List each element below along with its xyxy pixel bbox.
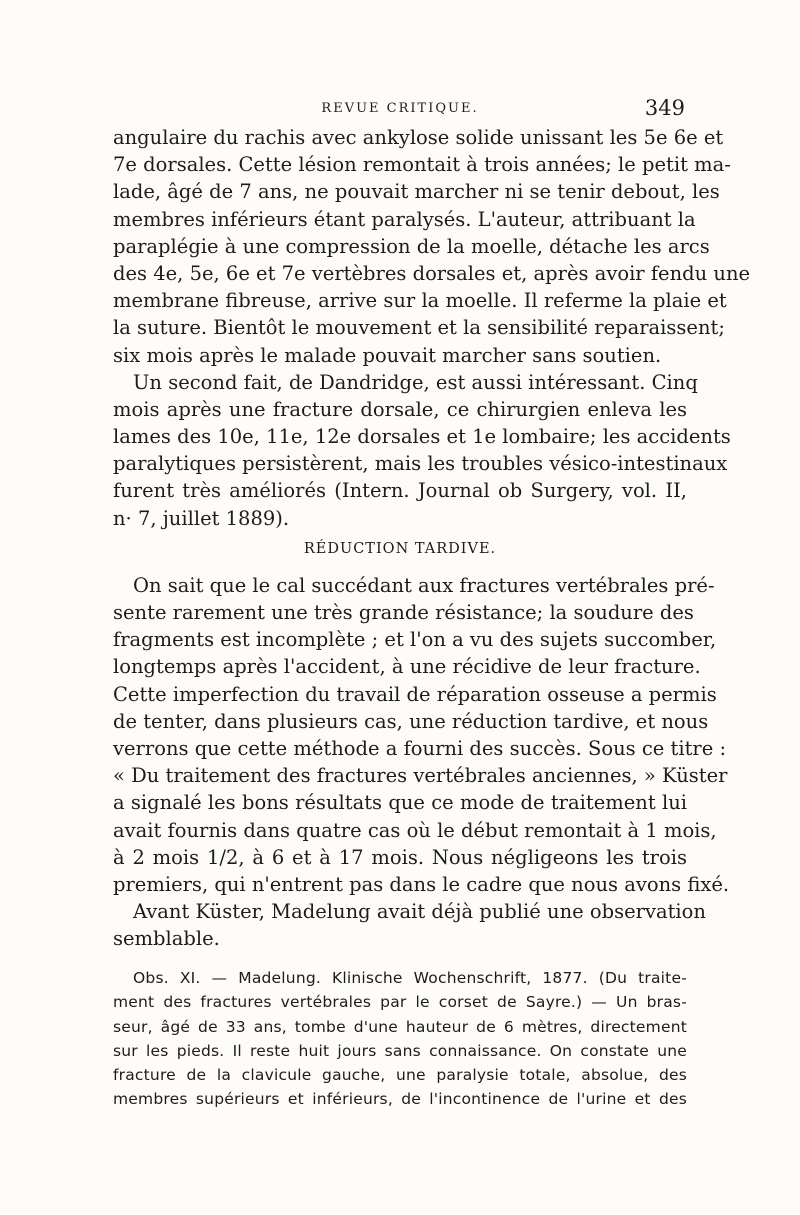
page-number: 349 (644, 96, 685, 120)
text-line: la suture. Bientôt le mouvement et la sensibilité reparaissent; (113, 316, 725, 340)
note-line: Obs. XI. — Madelung. Klinische Wochenschrift, 1877. (Du traite- (133, 969, 687, 987)
text-line: a signalé les bons résultats que ce mode de traitement lui (113, 791, 687, 815)
note-line: seur, âgé de 33 ans, tombe d'une hauteur de 6 mètres, directement (113, 1017, 687, 1036)
text-line: 7e dorsales. Cette lésion remontait à trois années; le petit ma- (113, 153, 731, 177)
note-line: membres supérieurs et inférieurs, de l'incontinence de l'urine et des (113, 1090, 687, 1109)
text-line: paraplégie à une compression de la moelle, détache les arcs (113, 234, 710, 258)
note-line: sur les pieds. Il reste huit jours sans connaissance. On constate une (113, 1041, 687, 1060)
text-line: des 4e, 5e, 6e et 7e vertèbres dorsales et, après avoir fendu une (113, 261, 751, 285)
text-line: « Du traitement des fractures vertébrales anciennes, » Küster (113, 764, 728, 788)
text-line: semblable. (113, 927, 220, 951)
text-line: membrane fibreuse, arrive sur la moelle. Il referme la plaie et (113, 289, 727, 313)
text-line: longtemps après l'accident, à une récidive de leur fracture. (113, 655, 701, 679)
text-line: Avant Küster, Madelung avait déjà publié une observation (133, 900, 706, 924)
note-line: fracture de la clavicule gauche, une paralysie totale, absolue, des (113, 1066, 687, 1085)
paragraph-3 (113, 572, 730, 898)
text-line: mois après une fracture dorsale, ce chirurgien enleva les (113, 397, 687, 421)
text-line: verrons que cette méthode a fourni des succès. Sous ce titre : (113, 736, 727, 760)
text-line: lames des 10e, 11e, 12e dorsales et 1e lombaire; les accidents (113, 425, 731, 449)
main-text (113, 124, 751, 952)
observation-note (113, 966, 687, 1112)
text-line: premiers, qui n'entrent pas dans le cadre que nous avons fixé. (113, 872, 730, 896)
text-line: fragments est incomplète ; et l'on a vu des sujets succomber, (113, 628, 717, 652)
text-line: Un second fait, de Dandridge, est aussi intéressant. Cinq (133, 370, 698, 394)
text-line: sente rarement une très grande résistance; la soudure des (113, 601, 694, 624)
text-line: avait fournis dans quatre cas où le début remontait à 1 mois, (113, 818, 717, 842)
page-header (115, 96, 685, 124)
text-line: de tenter, dans plusieurs cas, une réduction tardive, et nous (113, 709, 709, 733)
text-line: membres inférieurs étant paralysés. L'auteur, attribuant la (113, 207, 696, 231)
text-line: On sait que le cal succédant aux fractures vertébrales pré- (133, 573, 715, 597)
text-line: Cette imperfection du travail de réparation osseuse a permis (113, 682, 717, 706)
text-line: n· 7, juillet 1889). (113, 506, 290, 530)
section-heading: RÉDUCTION TARDIVE. (303, 540, 497, 557)
text-line: six mois après le malade pouvait marcher sans soutien. (113, 343, 662, 367)
running-head: REVUE CRITIQUE. (321, 101, 479, 116)
text-line: paralytiques persistèrent, mais les troubles vésico-intestinaux (113, 452, 728, 476)
text-line: angulaire du rachis avec ankylose solide unissant les 5e 6e et (113, 126, 724, 149)
text-line: à 2 mois 1/2, à 6 et à 17 mois. Nous négligeons les trois (113, 845, 687, 869)
text-line: lade, âgé de 7 ans, ne pouvait marcher ni se tenir debout, les (113, 180, 720, 204)
paragraph-1 (113, 124, 751, 369)
paragraph-4 (113, 898, 706, 952)
paragraph-2 (113, 369, 731, 532)
text-line: furent très améliorés (Intern. Journal ob Surgery, vol. II, (113, 479, 687, 503)
note-line: ment des fractures vertébrales par le corset de Sayre.) — Un bras- (113, 993, 687, 1012)
